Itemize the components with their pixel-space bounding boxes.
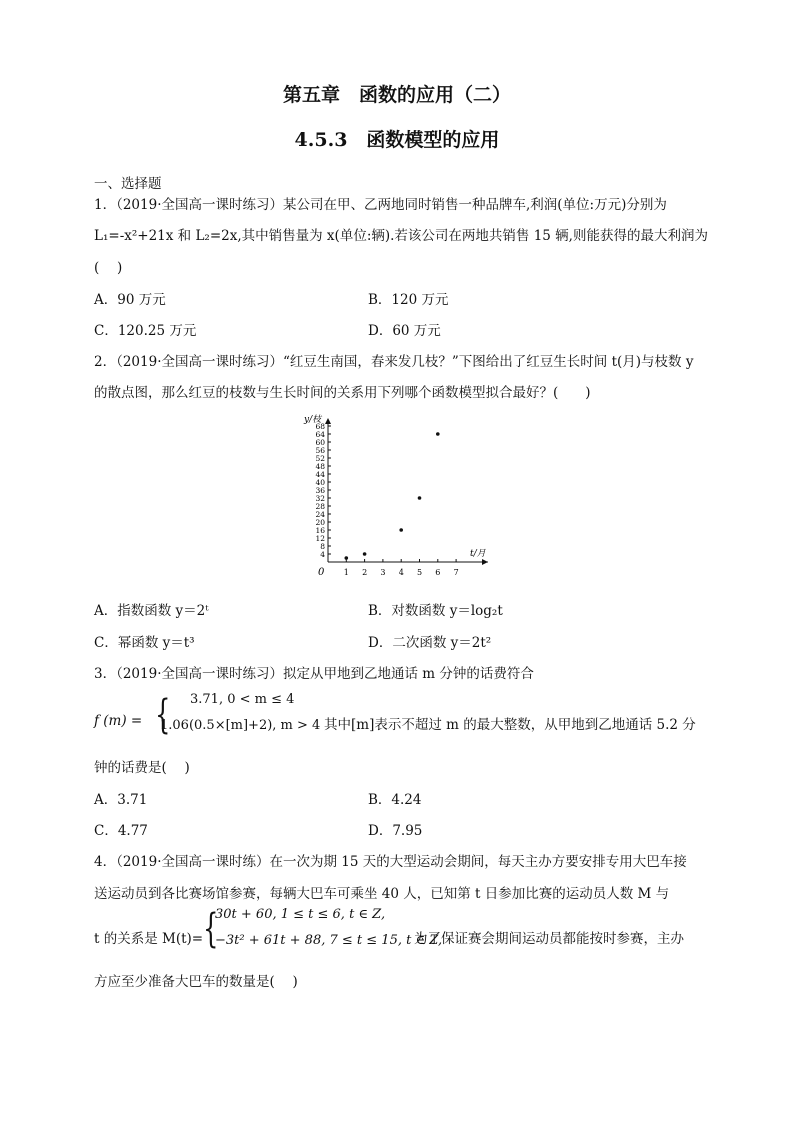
q4-case2: −3t² + 61t + 88, 7 ≤ t ≤ 15, t ∈ Z, [215,933,443,948]
q3-function-lhs: f (m) = [94,713,143,729]
q4-rest: 为了保证赛会期间运动员都能按时参赛，主办 [414,931,684,947]
q1-line2: L₁=-x²+21x 和 L₂=2x,其中销售量为 x(单位:辆).若该公司在两地共销售 15 辆,则能获得的最大利润为 [94,228,708,244]
data-point [363,552,367,556]
q2-option-c: C．幂函数 y＝t³ [94,635,195,651]
y-tick-label: 24 [315,510,325,519]
y-tick-label: 8 [320,542,325,551]
origin-label: 0 [318,567,325,578]
data-point [345,556,349,560]
y-tick-label: 4 [320,550,325,559]
q4-case1: 30t + 60, 1 ≤ t ≤ 6, t ∈ Z, [215,907,386,922]
x-tick-label: 2 [362,568,368,577]
data-point [418,496,422,500]
x-tick-label: 1 [343,568,349,577]
x-tick-label: 4 [398,568,404,577]
q3-option-d: D．7.95 [368,823,423,839]
q3-option-b: B．4.24 [368,792,422,808]
chapter-title: 第五章 函数的应用（二） [282,84,511,106]
q4-line2: 送运动员到各比赛场馆参赛，每辆大巴车可乘坐 40 人，已知第 t 日参加比赛的运动员人数 M 与 [94,886,670,902]
y-axis-label: y/枝 [304,415,322,425]
data-point [436,432,440,436]
y-tick-label: 32 [315,494,325,503]
data-point [399,528,403,532]
y-tick-label: 68 [315,422,325,431]
q3-line3: 钟的话费是( ) [94,760,190,776]
q1-option-b: B．120 万元 [368,292,449,308]
section-title: 4.5.3 函数模型的应用 [294,129,500,151]
y-tick-label: 40 [315,478,325,487]
scatter-chart [290,410,500,585]
q2-option-b: B．对数函数 y＝log₂t [368,603,503,619]
y-tick-label: 60 [315,438,325,447]
q3-case1: 3.71, 0 < m ≤ 4 [190,692,295,707]
q3-rest: 其中[m]表示不超过 m 的最大整数，从甲地到乙地通话 5.2 分 [324,717,696,733]
q4-line3: 方应至少准备大巴车的数量是( ) [94,974,298,990]
q2-option-a: A．指数函数 y＝2ᵗ [94,603,209,619]
x-tick-label: 7 [453,568,459,577]
y-tick-label: 16 [315,526,325,535]
y-tick-label: 44 [315,470,325,479]
part-heading: 一、选择题 [94,176,162,192]
y-tick-label: 64 [315,430,325,439]
y-tick-label: 52 [315,454,325,463]
y-axis-arrow [325,418,331,424]
x-axis-arrow [482,559,488,565]
y-tick-label: 48 [315,462,325,471]
q3-option-a: A．3.71 [94,792,148,808]
y-tick-label: 12 [315,534,325,543]
y-tick-label: 28 [315,502,325,511]
q2-line2: 的散点图，那么红豆的枝数与生长时间的关系用下列哪个函数模型拟合最好？( ) [94,385,591,401]
q3-brace: { [155,692,171,738]
q4-line1: 4．（2019·全国高一课时练）在一次为期 15 天的大型运动会期间，每天主办方要安排专用大巴车接 [94,854,687,870]
q1-option-d: D．60 万元 [368,323,441,339]
q1-line3: ( ) [94,260,123,276]
q3-case2: 1.06(0.5×[m]+2), m > 4 [160,718,321,733]
q3-line1: 3．（2019·全国高一课时练习）拟定从甲地到乙地通话 m 分钟的话费符合 [94,666,534,682]
y-tick-label: 56 [315,446,325,455]
x-tick-label: 3 [380,568,386,577]
q2-line1: 2．（2019·全国高一课时练习）“红豆生南国，春来发几枝？”下图给出了红豆生长时间 t(月)与枝数 y [94,354,694,370]
q1-option-a: A．90 万元 [94,292,166,308]
q2-option-d: D．二次函数 y＝2t² [368,635,492,651]
x-tick-label: 6 [435,568,441,577]
q1-line1: 1．（2019·全国高一课时练习）某公司在甲、乙两地同时销售一种品牌车,利润(单位:万元)分别为 [94,197,667,213]
x-tick-label: 5 [417,568,423,577]
x-axis-label: t/月 [470,549,486,559]
y-tick-label: 20 [315,518,325,527]
q3-option-c: C．4.77 [94,823,148,839]
q4-relation-lhs: t 的关系是 M(t)= [94,931,204,947]
y-tick-label: 36 [315,486,325,495]
q4-brace: { [203,906,219,952]
q1-option-c: C．120.25 万元 [94,323,197,339]
